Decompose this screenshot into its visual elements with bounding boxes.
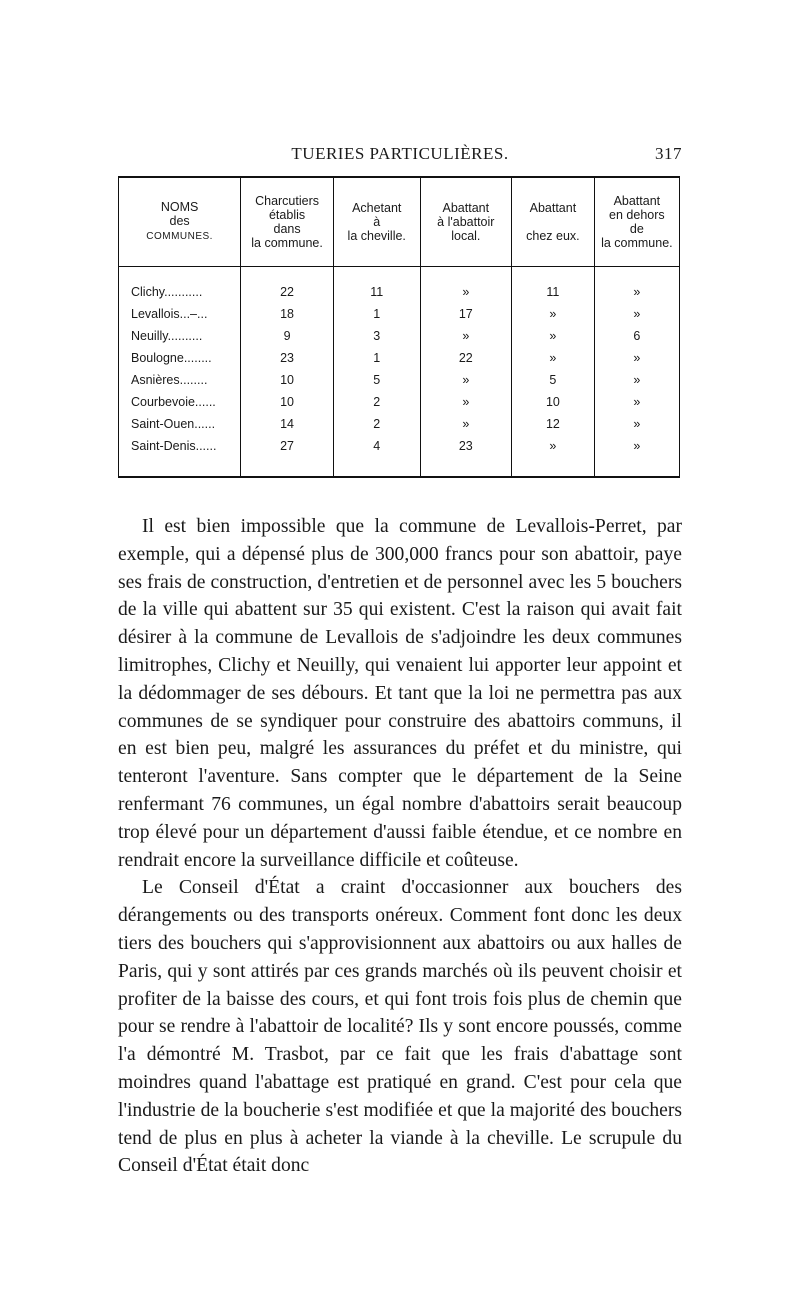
table-cell: 23: [241, 347, 334, 369]
table-cell: 27: [241, 435, 334, 457]
table-cell: 2: [333, 391, 420, 413]
table-row: [119, 347, 679, 369]
table-cell: »: [512, 303, 595, 325]
table-cell: 9: [241, 325, 334, 347]
page-number: 317: [655, 144, 682, 163]
table-cell: »: [594, 413, 679, 435]
table-row: [119, 413, 679, 435]
header-line: la commune.: [251, 236, 323, 250]
header-line: NOMS: [160, 200, 199, 214]
header-line: chez eux.: [526, 229, 580, 243]
table-cell: 1: [333, 303, 420, 325]
table-cell: »: [594, 369, 679, 391]
table-row: [119, 369, 679, 391]
table-cell: »: [512, 325, 595, 347]
table-cell: »: [420, 369, 512, 391]
running-head: [118, 144, 682, 168]
column-header-charcutiers: [241, 178, 334, 267]
commune-name-cell: Clichy...........: [131, 285, 203, 299]
header-line: Abattant: [613, 194, 661, 208]
table-row: [119, 303, 679, 325]
table-cell: 11: [333, 281, 420, 303]
table-header-row: [119, 178, 679, 267]
table-cell: »: [420, 325, 512, 347]
header-line: de: [629, 222, 644, 236]
table-row: [119, 391, 679, 413]
header-line: local.: [451, 229, 481, 243]
paragraph: Le Conseil d'État a craint d'occasionner aux bouchers des dérangements ou des transports onéreux. Comment font donc les deux tiers des bouchers qui s'approvisionnent aux abattoirs ou aux halles de Paris, qui y sont attirés par ces grands marchés où ils peuvent choisir et profiter de la baisse des cours, et qui font trois fois plus de chemin que pour se rendre à l'abattoir de localité? Ils y sont encore poussés, comme l'a démontré M. Trasbot, par ce fait que les frais d'abattage sont moindres quand l'abattage est pratiqué en grand. C'est pour cela que l'industrie de la boucherie s'est modifiée et que la majorité des bouchers tend de plus en plus à acheter la viande à la cheville. Le scrupule du Conseil d'État était donc: [118, 877, 682, 1177]
header-line: Abattant: [529, 201, 577, 215]
table-cell: 22: [420, 347, 512, 369]
table-cell: »: [420, 391, 512, 413]
table-cell: »: [420, 413, 512, 435]
running-title: TUERIES PARTICULIÈRES.: [291, 144, 509, 163]
table-spacer: [119, 457, 679, 476]
header-line: des: [169, 214, 190, 228]
column-header-communes: [119, 178, 241, 267]
table-cell: »: [594, 347, 679, 369]
commune-name-cell: Saint-Denis......: [131, 439, 217, 453]
statistics-table-frame: [118, 176, 680, 478]
table-row: [119, 281, 679, 303]
commune-name-cell: Courbevoie......: [131, 395, 216, 409]
table-cell: 12: [512, 413, 595, 435]
table-spacer: [119, 267, 679, 282]
table-cell: 6: [594, 325, 679, 347]
table-cell: 4: [333, 435, 420, 457]
commune-name-cell: Neuilly..........: [131, 329, 203, 343]
header-line: Abattant: [442, 201, 490, 215]
header-line: en dehors: [609, 208, 665, 222]
table-cell: »: [420, 281, 512, 303]
table-cell: 1: [333, 347, 420, 369]
table-cell: 23: [420, 435, 512, 457]
commune-name-cell: Saint-Ouen......: [131, 417, 216, 431]
column-header-abattant-local: [420, 178, 512, 267]
table-cell: 22: [241, 281, 334, 303]
table-cell: 3: [333, 325, 420, 347]
table-cell: 18: [241, 303, 334, 325]
table-row: [119, 325, 679, 347]
header-line: à: [373, 215, 381, 229]
column-header-achetant: [333, 178, 420, 267]
header-line: la cheville.: [347, 229, 406, 243]
header-line: établis: [268, 208, 306, 222]
header-line: la commune.: [601, 236, 673, 250]
column-header-abattant-dehors: [594, 178, 679, 267]
table-cell: »: [512, 347, 595, 369]
statistics-table: [119, 178, 679, 476]
header-line: dans: [273, 222, 301, 236]
paragraph: Il est bien impossible que la commune de Levallois-Perret, par exemple, qui a dépensé plus de 300,000 francs pour son abattoir, paye ses frais de construction, d'entretien et de personnel avec les 5 bouchers de la ville qui abattent sur 35 qui existent. C'est la raison qui avait fait désirer à la commune de Levallois de s'adjoindre les deux communes limitrophes, Clichy et Neuilly, qui venaient lui apporter leur appoint et la dédommager de ses débours. Et tant que la loi ne permettra pas aux communes de se syndiquer pour construire des abattoirs communs, il en est bien peu, malgré les assurances du préfet et du ministre, qui tenteront l'aventure. Sans compter que le département de la Seine renfermant 76 communes, un égal nombre d'abattoirs serait beaucoup trop élevé pour un département d'aussi faible étendue, et ce nombre en rendrait encore la surveillance difficile et coûteuse.: [118, 516, 682, 871]
header-line: Achetant: [352, 201, 402, 215]
table-cell: »: [594, 303, 679, 325]
table-cell: »: [594, 435, 679, 457]
table-cell: 17: [420, 303, 512, 325]
header-line: à l'abattoir: [437, 215, 495, 229]
commune-name-cell: Boulogne........: [131, 351, 212, 365]
table-cell: 5: [512, 369, 595, 391]
header-line: COMMUNES.: [146, 231, 213, 242]
commune-name-cell: Asnières........: [131, 373, 208, 387]
body-text: [118, 513, 682, 1180]
table-cell: 2: [333, 413, 420, 435]
table-cell: 10: [512, 391, 595, 413]
table-cell: 5: [333, 369, 420, 391]
table-cell: 10: [241, 369, 334, 391]
table-cell: »: [512, 435, 595, 457]
commune-name-cell: Levallois...–...: [131, 307, 208, 321]
table-cell: »: [594, 391, 679, 413]
table-cell: 11: [512, 281, 595, 303]
table-cell: 14: [241, 413, 334, 435]
table-cell: »: [594, 281, 679, 303]
table-cell: 10: [241, 391, 334, 413]
header-line: Charcutiers: [255, 194, 320, 208]
column-header-abattant-chez-eux: [512, 178, 595, 267]
table-row: [119, 435, 679, 457]
